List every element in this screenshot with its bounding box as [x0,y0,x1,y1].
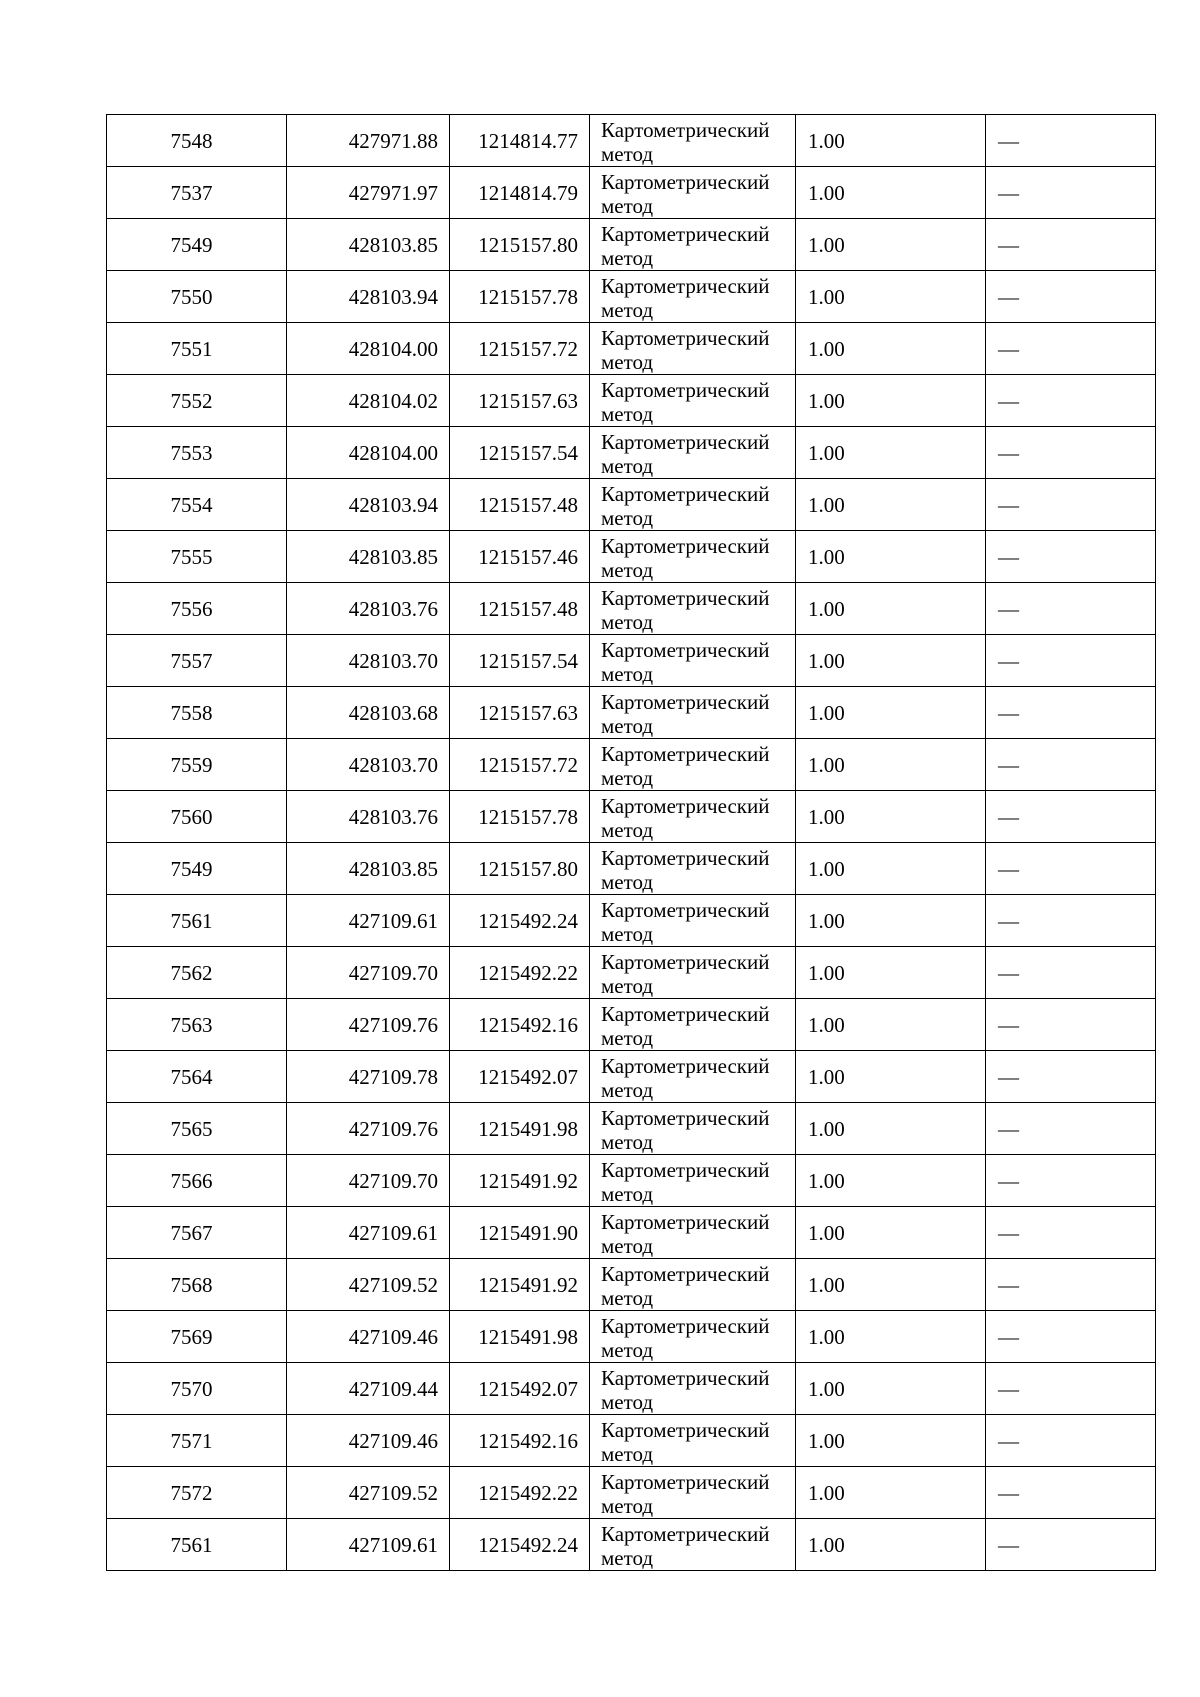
x-coordinate-cell: 428103.94 [287,271,450,323]
y-coordinate-cell: 1215157.72 [450,323,590,375]
method-text: Картометрический метод [601,378,770,426]
x-coordinate-cell: 428103.85 [287,531,450,583]
method-text: Картометрический метод [601,326,770,374]
point-number-cell: 7558 [107,687,287,739]
method-cell [590,479,796,531]
y-coordinate-cell: 1215492.07 [450,1363,590,1415]
accuracy-cell: 1.00 [796,323,986,375]
method-cell [590,895,796,947]
point-number-cell: 7563 [107,999,287,1051]
point-number-cell: 7560 [107,791,287,843]
accuracy-cell: 1.00 [796,1311,986,1363]
table-row [107,947,1156,999]
method-cell [590,1363,796,1415]
accuracy-cell: 1.00 [796,843,986,895]
y-coordinate-cell: 1215492.22 [450,1467,590,1519]
x-coordinate-cell: 427971.88 [287,115,450,167]
point-number-cell: 7561 [107,1519,287,1571]
point-number-cell: 7568 [107,1259,287,1311]
description-cell: — [986,271,1156,323]
x-coordinate-cell: 427109.52 [287,1467,450,1519]
method-text: Картометрический метод [601,950,770,998]
accuracy-cell: 1.00 [796,1363,986,1415]
x-coordinate-cell: 428103.68 [287,687,450,739]
x-coordinate-cell: 427109.61 [287,1519,450,1571]
method-cell [590,843,796,895]
table-row [107,791,1156,843]
y-coordinate-cell: 1214814.77 [450,115,590,167]
method-cell [590,167,796,219]
table-row [107,583,1156,635]
y-coordinate-cell: 1215157.78 [450,791,590,843]
description-cell: — [986,1259,1156,1311]
point-number-cell: 7570 [107,1363,287,1415]
table-row [107,271,1156,323]
table-row [107,115,1156,167]
method-cell [590,375,796,427]
accuracy-cell: 1.00 [796,895,986,947]
description-cell: — [986,895,1156,947]
point-number-cell: 7549 [107,219,287,271]
method-cell [590,427,796,479]
point-number-cell: 7537 [107,167,287,219]
method-cell [590,1051,796,1103]
method-text: Картометрический метод [601,586,770,634]
point-number-cell: 7567 [107,1207,287,1259]
y-coordinate-cell: 1215157.78 [450,271,590,323]
method-text: Картометрический метод [601,1002,770,1050]
x-coordinate-cell: 428104.00 [287,323,450,375]
accuracy-cell: 1.00 [796,635,986,687]
accuracy-cell: 1.00 [796,583,986,635]
method-cell [590,1207,796,1259]
accuracy-cell: 1.00 [796,791,986,843]
accuracy-cell: 1.00 [796,739,986,791]
table-row [107,1259,1156,1311]
x-coordinate-cell: 427109.70 [287,1155,450,1207]
table-row [107,323,1156,375]
table-row [107,1103,1156,1155]
description-cell: — [986,1519,1156,1571]
method-cell [590,323,796,375]
y-coordinate-cell: 1215157.72 [450,739,590,791]
method-text: Картометрический метод [601,1522,770,1570]
method-text: Картометрический метод [601,118,770,166]
accuracy-cell: 1.00 [796,1519,986,1571]
accuracy-cell: 1.00 [796,1103,986,1155]
method-text: Картометрический метод [601,1418,770,1466]
y-coordinate-cell: 1215492.24 [450,1519,590,1571]
description-cell: — [986,1207,1156,1259]
y-coordinate-cell: 1215491.98 [450,1103,590,1155]
point-number-cell: 7556 [107,583,287,635]
method-text: Картометрический метод [601,430,770,478]
y-coordinate-cell: 1215491.90 [450,1207,590,1259]
y-coordinate-cell: 1215492.16 [450,999,590,1051]
method-text: Картометрический метод [601,1262,770,1310]
accuracy-cell: 1.00 [796,1467,986,1519]
accuracy-cell: 1.00 [796,167,986,219]
table-row [107,479,1156,531]
accuracy-cell: 1.00 [796,1415,986,1467]
x-coordinate-cell: 427109.52 [287,1259,450,1311]
y-coordinate-cell: 1215157.80 [450,219,590,271]
description-cell: — [986,167,1156,219]
method-cell [590,1467,796,1519]
table-row [107,635,1156,687]
x-coordinate-cell: 428104.00 [287,427,450,479]
method-text: Картометрический метод [601,1106,770,1154]
description-cell: — [986,427,1156,479]
x-coordinate-cell: 428103.76 [287,791,450,843]
table-row [107,1155,1156,1207]
y-coordinate-cell: 1215491.92 [450,1155,590,1207]
method-cell [590,271,796,323]
point-number-cell: 7557 [107,635,287,687]
description-cell: — [986,531,1156,583]
description-cell: — [986,843,1156,895]
method-text: Картометрический метод [601,690,770,738]
method-text: Картометрический метод [601,534,770,582]
table-row [107,167,1156,219]
table-row [107,895,1156,947]
description-cell: — [986,635,1156,687]
x-coordinate-cell: 427109.61 [287,1207,450,1259]
method-cell [590,1311,796,1363]
accuracy-cell: 1.00 [796,375,986,427]
method-text: Картометрический метод [601,898,770,946]
y-coordinate-cell: 1215157.48 [450,583,590,635]
x-coordinate-cell: 428104.02 [287,375,450,427]
description-cell: — [986,583,1156,635]
y-coordinate-cell: 1215492.16 [450,1415,590,1467]
y-coordinate-cell: 1215492.07 [450,1051,590,1103]
point-number-cell: 7555 [107,531,287,583]
accuracy-cell: 1.00 [796,479,986,531]
accuracy-cell: 1.00 [796,1259,986,1311]
description-cell: — [986,947,1156,999]
method-cell [590,791,796,843]
y-coordinate-cell: 1215157.48 [450,479,590,531]
method-text: Картометрический метод [601,1366,770,1414]
method-text: Картометрический метод [601,1314,770,1362]
description-cell: — [986,999,1156,1051]
x-coordinate-cell: 427109.46 [287,1415,450,1467]
description-cell: — [986,791,1156,843]
table-row [107,1467,1156,1519]
y-coordinate-cell: 1214814.79 [450,167,590,219]
x-coordinate-cell: 427109.76 [287,1103,450,1155]
table-row [107,1311,1156,1363]
table-row [107,1363,1156,1415]
method-text: Картометрический метод [601,1470,770,1518]
x-coordinate-cell: 428103.94 [287,479,450,531]
table-row [107,531,1156,583]
method-text: Картометрический метод [601,846,770,894]
description-cell: — [986,1051,1156,1103]
y-coordinate-cell: 1215492.22 [450,947,590,999]
table-row [107,843,1156,895]
point-number-cell: 7564 [107,1051,287,1103]
y-coordinate-cell: 1215157.63 [450,375,590,427]
accuracy-cell: 1.00 [796,115,986,167]
accuracy-cell: 1.00 [796,687,986,739]
description-cell: — [986,1363,1156,1415]
x-coordinate-cell: 427109.46 [287,1311,450,1363]
point-number-cell: 7552 [107,375,287,427]
method-cell [590,219,796,271]
table-row [107,375,1156,427]
accuracy-cell: 1.00 [796,1155,986,1207]
table-row [107,1415,1156,1467]
method-cell [590,1519,796,1571]
method-cell [590,1155,796,1207]
x-coordinate-cell: 427109.76 [287,999,450,1051]
point-number-cell: 7571 [107,1415,287,1467]
table-body [107,115,1156,1571]
x-coordinate-cell: 428103.76 [287,583,450,635]
y-coordinate-cell: 1215491.98 [450,1311,590,1363]
method-text: Картометрический метод [601,1054,770,1102]
accuracy-cell: 1.00 [796,1207,986,1259]
description-cell: — [986,1103,1156,1155]
description-cell: — [986,115,1156,167]
y-coordinate-cell: 1215492.24 [450,895,590,947]
point-number-cell: 7548 [107,115,287,167]
x-coordinate-cell: 427109.78 [287,1051,450,1103]
x-coordinate-cell: 428103.85 [287,219,450,271]
x-coordinate-cell: 427109.61 [287,895,450,947]
description-cell: — [986,1311,1156,1363]
table-row [107,1519,1156,1571]
accuracy-cell: 1.00 [796,219,986,271]
method-text: Картометрический метод [601,1210,770,1258]
point-number-cell: 7565 [107,1103,287,1155]
description-cell: — [986,375,1156,427]
x-coordinate-cell: 427971.97 [287,167,450,219]
method-text: Картометрический метод [601,1158,770,1206]
table-row [107,1207,1156,1259]
accuracy-cell: 1.00 [796,947,986,999]
coordinates-table [106,114,1156,1571]
description-cell: — [986,1467,1156,1519]
y-coordinate-cell: 1215157.54 [450,427,590,479]
method-text: Картометрический метод [601,482,770,530]
description-cell: — [986,1415,1156,1467]
table-row [107,427,1156,479]
method-cell [590,1259,796,1311]
method-cell [590,687,796,739]
method-cell [590,1103,796,1155]
accuracy-cell: 1.00 [796,427,986,479]
point-number-cell: 7572 [107,1467,287,1519]
y-coordinate-cell: 1215157.80 [450,843,590,895]
method-cell [590,1415,796,1467]
method-cell [590,531,796,583]
accuracy-cell: 1.00 [796,1051,986,1103]
table-row [107,999,1156,1051]
method-text: Картометрический метод [601,170,770,218]
description-cell: — [986,739,1156,791]
point-number-cell: 7554 [107,479,287,531]
x-coordinate-cell: 428103.85 [287,843,450,895]
method-cell [590,583,796,635]
description-cell: — [986,687,1156,739]
accuracy-cell: 1.00 [796,531,986,583]
y-coordinate-cell: 1215157.46 [450,531,590,583]
x-coordinate-cell: 428103.70 [287,635,450,687]
method-text: Картометрический метод [601,274,770,322]
table-row [107,739,1156,791]
table-row [107,687,1156,739]
y-coordinate-cell: 1215491.92 [450,1259,590,1311]
y-coordinate-cell: 1215157.63 [450,687,590,739]
method-text: Картометрический метод [601,742,770,790]
method-text: Картометрический метод [601,638,770,686]
method-cell [590,999,796,1051]
description-cell: — [986,323,1156,375]
x-coordinate-cell: 427109.44 [287,1363,450,1415]
description-cell: — [986,479,1156,531]
x-coordinate-cell: 428103.70 [287,739,450,791]
point-number-cell: 7562 [107,947,287,999]
point-number-cell: 7551 [107,323,287,375]
table-row [107,1051,1156,1103]
accuracy-cell: 1.00 [796,271,986,323]
point-number-cell: 7561 [107,895,287,947]
method-cell [590,115,796,167]
x-coordinate-cell: 427109.70 [287,947,450,999]
point-number-cell: 7559 [107,739,287,791]
method-cell [590,635,796,687]
point-number-cell: 7566 [107,1155,287,1207]
method-cell [590,739,796,791]
y-coordinate-cell: 1215157.54 [450,635,590,687]
description-cell: — [986,1155,1156,1207]
point-number-cell: 7569 [107,1311,287,1363]
description-cell: — [986,219,1156,271]
point-number-cell: 7549 [107,843,287,895]
method-cell [590,947,796,999]
point-number-cell: 7550 [107,271,287,323]
method-text: Картометрический метод [601,222,770,270]
point-number-cell: 7553 [107,427,287,479]
accuracy-cell: 1.00 [796,999,986,1051]
method-text: Картометрический метод [601,794,770,842]
table-row [107,219,1156,271]
